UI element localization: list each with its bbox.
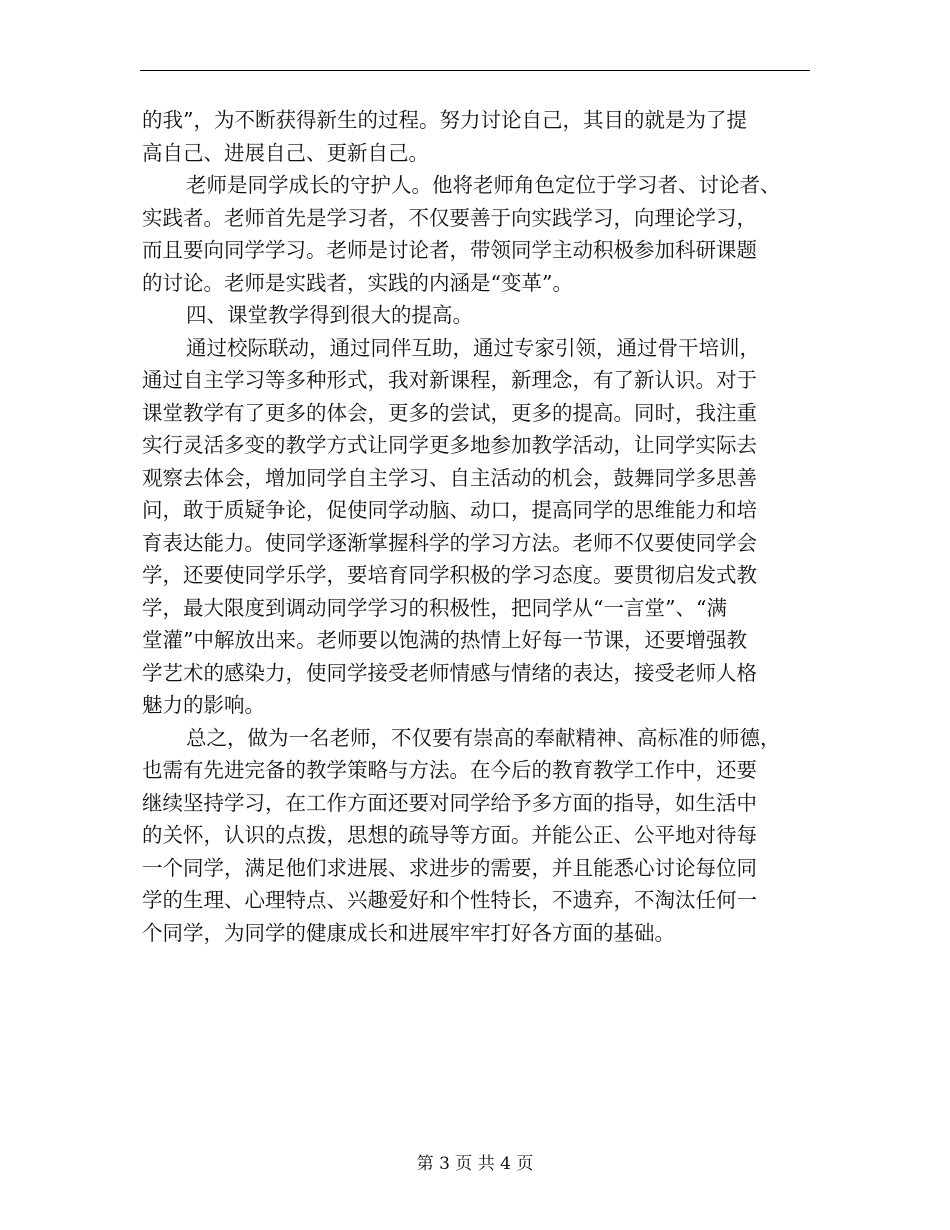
text-line: 的关怀，认识的点拨，思想的疏导等方面。并能公正、公平地对待每: [142, 823, 757, 847]
text-line: 四、课堂教学得到很大的提高。: [186, 303, 473, 327]
text-line: 育表达能力。使同学逐渐掌握科学的学习方法。老师不仅要使同学会: [142, 530, 757, 555]
text-line: 观察去体会，增加同学自主学习、自主活动的机会，鼓舞同学多思善: [142, 465, 757, 490]
text-line: 高自己、进展自己、更新自己。: [142, 140, 429, 165]
text-line: 也需有先进完备的教学策略与方法。在今后的教育教学工作中，还要: [142, 758, 757, 782]
text-line: 堂灌”中解放出来。老师要以饱满的热情上好每一节课，还要增强教: [142, 628, 747, 652]
text-line: 魅力的影响。: [142, 693, 265, 717]
text-line: 而且要向同学学习。老师是讨论者，带领同学主动积极参加科研课题: [142, 238, 757, 262]
text-line: 课堂教学有了更多的体会，更多的尝试，更多的提高。同时，我注重: [142, 400, 757, 425]
text-line: 学，最大限度到调动同学学习的积极性，把同学从“一言堂”、“满: [142, 595, 727, 620]
text-line: 学的生理、心理特点、兴趣爱好和个性特长，不遗弃，不淘汰任何一: [142, 888, 757, 912]
text-line: 继续坚持学习，在工作方面还要对同学给予多方面的指导，如生活中: [142, 790, 757, 815]
text-line: 实行灵活多变的教学方式让同学更多地参加教学活动，让同学实际去: [142, 433, 757, 457]
text-line: 实践者。老师首先是学习者，不仅要善于向实践学习，向理论学习，: [142, 205, 757, 230]
text-line: 问，敢于质疑争论，促使同学动脑、动口，提高同学的思维能力和培: [142, 498, 757, 522]
text-line: 学，还要使同学乐学，要培育同学积极的学习态度。要贯彻启发式教: [142, 563, 757, 587]
text-line: 通过校际联动，通过同伴互助，通过专家引领，通过骨干培训，: [186, 335, 760, 360]
text-line: 老师是同学成长的守护人。他将老师角色定位于学习者、讨论者、: [186, 173, 781, 197]
header-rule: [140, 70, 810, 71]
text-line: 一个同学，满足他们求进展、求进步的需要，并且能悉心讨论每位同: [142, 855, 757, 880]
text-line: 学艺术的感染力，使同学接受老师情感与情绪的表达，接受老师人格: [142, 660, 757, 685]
text-line: 的我”，为不断获得新生的过程。努力讨论自己，其目的就是为了提: [142, 108, 747, 132]
document-body: [142, 104, 810, 949]
text-line: 总之，做为一名老师，不仅要有崇高的奉献精神、高标准的师德，: [186, 725, 781, 750]
page-number: 第 3 页 共 4 页: [416, 1154, 534, 1174]
text-line: 个同学，为同学的健康成长和进展牢牢打好各方面的基础。: [142, 920, 675, 945]
text-line: 的讨论。老师是实践者，实践的内涵是“变革”。: [142, 270, 573, 295]
text-line: 通过自主学习等多种形式，我对新课程，新理念，有了新认识。对于: [142, 368, 757, 392]
